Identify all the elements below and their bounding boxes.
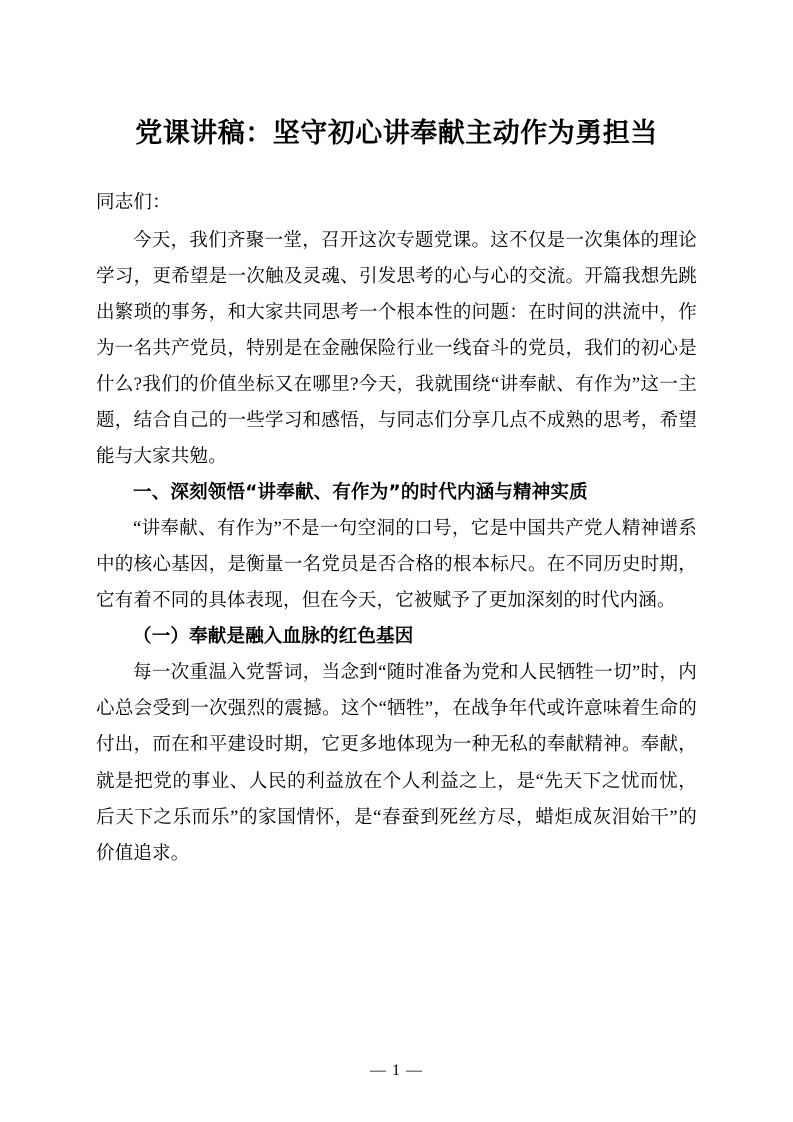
section-heading-1: 一、深刻领悟“讲奉献、有作为”的时代内涵与精神实质 <box>133 482 588 503</box>
paragraph-section-1: “讲奉献、有作为”不是一句空洞的口号，它是中国共产党人精神谱系中的核心基因，是衡量一名党员是否合格的根本标尺。在不同历史时期，它有着不同的具体表现，但在今天，它被赋予了更加深刻的时代内涵。 <box>96 519 697 612</box>
paragraph-intro: 今天，我们齐聚一堂，召开这次专题党课。这不仅是一次集体的理论学习，更希望是一次触及灵魂、引发思考的心与心的交流。开篇我想先跳出繁琐的事务，和大家共同思考一个根本性的问题：在时间的洪流中，作为一名共产党员，特别是在金融保险行业一线奋斗的党员，我们的初心是什么?我们的价值坐标又在哪里?今天，我就围绕“讲奉献、有作为”这一主题，结合自己的一些学习和感悟，与同志们分享几点不成熟的思考，希望能与大家共勉。 <box>96 230 697 467</box>
paragraph-subsection-1: 每一次重温入党誓词，当念到“随时准备为党和人民牺牲一切”时，内心总会受到一次强烈的震撼。这个“牺牲”，在战争年代或许意味着生命的付出，而在和平建设时期，它更多地体现为一种无私的奉献精神。奉献，就是把党的事业、人民的利益放在个人利益之上，是“先天下之忧而忧，后天下之乐而乐”的家国情怀，是“春蚕到死丝方尽，蜡炬成灰泪始干”的价值追求。 <box>96 663 697 864</box>
page-title: 党课讲稿：坚守初心讲奉献主动作为勇担当 <box>135 118 658 149</box>
subsection-heading-1: （一）奉献是融入血脉的红色基因 <box>133 626 414 648</box>
salutation: 同志们： <box>96 192 171 213</box>
page-number-footer: — 1 — <box>370 1062 423 1079</box>
